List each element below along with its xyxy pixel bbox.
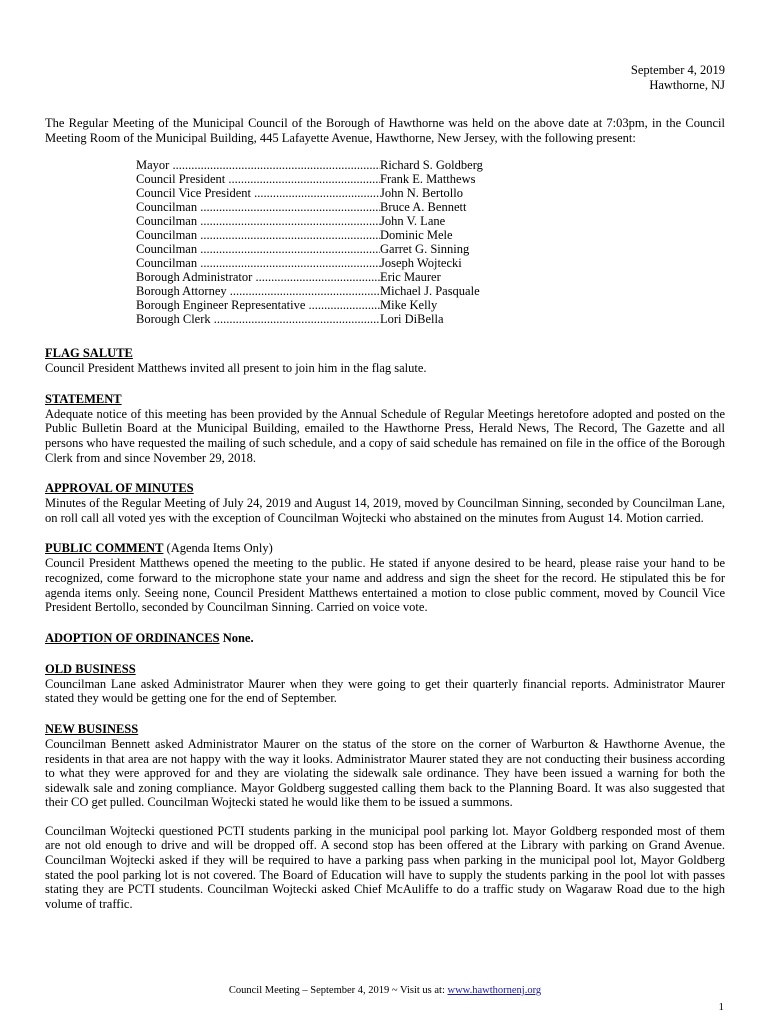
old-business-text: Councilman Lane asked Administrator Maurer when they were going to get their quarterly financial reports. Administrator Maurer stated they would be getting one for the end of September. (45, 676, 725, 706)
attendee-name: John V. Lane (380, 214, 446, 229)
approval-minutes-section (45, 481, 725, 525)
attendee-title: Councilman ..... (136, 242, 380, 256)
attendee-row (136, 298, 576, 312)
attendee-row (136, 172, 576, 186)
page-number: 1 (718, 1001, 724, 1013)
attendee-title: Councilman ..... (136, 256, 380, 270)
attendee-name: Mike Kelly (380, 298, 438, 313)
approval-minutes-text: Minutes of the Regular Meeting of July 24, 2019 and August 14, 2019, moved by Councilman Sinning, seconded by Councilman Lane, on roll call all voted yes with the exception of Councilman Wojtecki who abstained on the minutes from August 14. Motion carried. (45, 496, 725, 525)
attendee-name: Joseph Wojtecki (380, 256, 462, 271)
page-footer (0, 985, 770, 996)
attendee-name: Lori DiBella (380, 312, 444, 327)
attendee-name: Garret G. Sinning (380, 242, 470, 257)
footer-website-link[interactable]: www.hawthornenj.org (447, 985, 542, 996)
adoption-ordinances-value: None. (222, 630, 254, 645)
attendee-title: Councilman ..... (136, 228, 380, 242)
attendee-row (136, 256, 576, 270)
attendee-title: Borough Attorney ..... (136, 284, 380, 298)
public-comment-section (45, 541, 725, 614)
flag-salute-heading: FLAG SALUTE (45, 346, 133, 361)
old-business-section (45, 662, 725, 706)
old-business-heading: OLD BUSINESS (45, 661, 136, 676)
new-business-paragraph-1: Councilman Bennett asked Administrator Maurer on the status of the store on the corner of Warburton & Hawthorne Avenue, the residents in that area are not happy with the way it looks. Administrator Maurer stated they are not conducting their business according to what they were approved for and they are violating the sidewalk sale ordinance. They have been issued a warning for both the sidewalk sale and zoning compliance. Mayor Goldberg suggested calling them back to the Planning Board. It was also suggested that their CO get pulled. Councilman Wojtecki stated he would like them to be issued a summons. (45, 736, 725, 810)
statement-section (45, 392, 725, 465)
attendee-name: Eric Maurer (380, 270, 441, 285)
attendee-name: Richard S. Goldberg (380, 158, 483, 173)
flag-salute-section (45, 346, 725, 376)
attendee-row (136, 214, 576, 228)
statement-text: Adequate notice of this meeting has been provided by the Annual Schedule of Regular Meetings heretofore adopted and posted on the Public Bulletin Board at the Municipal Building, emailed to the Hawthorne Press, Herald News, The Record, The Gazette and all persons who have requested the mailing of such schedule, and a copy of said schedule has remained on file in the office of the Borough Clerk from and since November 29, 2018. (45, 406, 725, 465)
attendee-title: Councilman ..... (136, 200, 380, 214)
paragraph-gap (45, 810, 725, 824)
meeting-date: September 4, 2019 (630, 63, 725, 77)
date-block (45, 63, 725, 93)
adoption-ordinances-section (45, 631, 725, 646)
new-business-heading: NEW BUSINESS (45, 721, 139, 736)
new-business-section (45, 722, 725, 912)
public-comment-heading-line (45, 541, 725, 556)
attendee-title: Councilman ..... (136, 214, 380, 228)
public-comment-note: (Agenda Items Only) (166, 541, 273, 556)
attendee-row (136, 200, 576, 214)
intro-paragraph: The Regular Meeting of the Municipal Council of the Borough of Hawthorne was held on the above date at 7:03pm, in the Council Meeting Room of the Municipal Building, 445 Lafayette Avenue, Hawthorne, New Jersey, with the following present: (45, 116, 725, 145)
attendee-row (136, 158, 576, 172)
attendee-title: Borough Administrator ..... (136, 270, 380, 284)
attendee-row (136, 312, 576, 326)
attendee-row (136, 242, 576, 256)
flag-salute-text: Council President Matthews invited all present to join him in the flag salute. (45, 361, 427, 376)
attendee-title: Borough Clerk ..... (136, 312, 380, 326)
attendee-title: Council President ..... (136, 172, 380, 186)
attendee-title: Mayor ..... (136, 158, 380, 172)
attendee-row (136, 186, 576, 200)
attendee-title: Council Vice President ..... (136, 186, 380, 200)
attendee-name: John N. Bertollo (380, 186, 463, 201)
adoption-ordinances-heading-line (45, 631, 725, 646)
statement-heading: STATEMENT (45, 391, 122, 406)
approval-minutes-heading: APPROVAL OF MINUTES (45, 481, 194, 496)
attendee-name: Bruce A. Bennett (380, 200, 467, 215)
attendee-row (136, 284, 576, 298)
attendee-row (136, 228, 576, 242)
attendee-name: Dominic Mele (380, 228, 453, 243)
attendee-list (136, 158, 576, 326)
attendee-name: Michael J. Pasquale (380, 284, 480, 299)
public-comment-text: Council President Matthews opened the meeting to the public. He stated if anyone desired to be heard, please raise your hand to be recognized, come forward to the microphone state your name and address and sign the sheet for the record. He stipulated this be for agenda items only. Seeing none, Council President Matthews entertained a motion to close public comment, moved by Council Vice President Bertollo, seconded by Councilman Sinning. Carried on voice vote. (45, 556, 725, 615)
public-comment-heading: PUBLIC COMMENT (45, 541, 164, 556)
meeting-location: Hawthorne, NJ (649, 78, 725, 92)
footer-text: Council Meeting – September 4, 2019 ~ Visit us at: (228, 985, 445, 996)
adoption-ordinances-heading: ADOPTION OF ORDINANCES (45, 630, 220, 645)
attendee-title: Borough Engineer Representative ..... (136, 298, 380, 312)
attendee-name: Frank E. Matthews (380, 172, 476, 187)
attendee-row (136, 270, 576, 284)
new-business-paragraph-2: Councilman Wojtecki questioned PCTI students parking in the municipal pool parking lot. Mayor Goldberg responded most of them are not old enough to drive and will be dropped off. A second stop has been offered at the Library with parking on Grand Avenue. Councilman Wojtecki asked if they will be required to have a parking pass when parking in the municipal pool lot, Mayor Goldberg stated the pool parking lot is not covered. The Board of Education will have to supply the students parking in the pool lot with passes stating they are PCTI students. Councilman Wojtecki asked Chief McAuliffe to do a traffic study on Wagaraw Road due to the high volume of traffic. (45, 823, 725, 911)
